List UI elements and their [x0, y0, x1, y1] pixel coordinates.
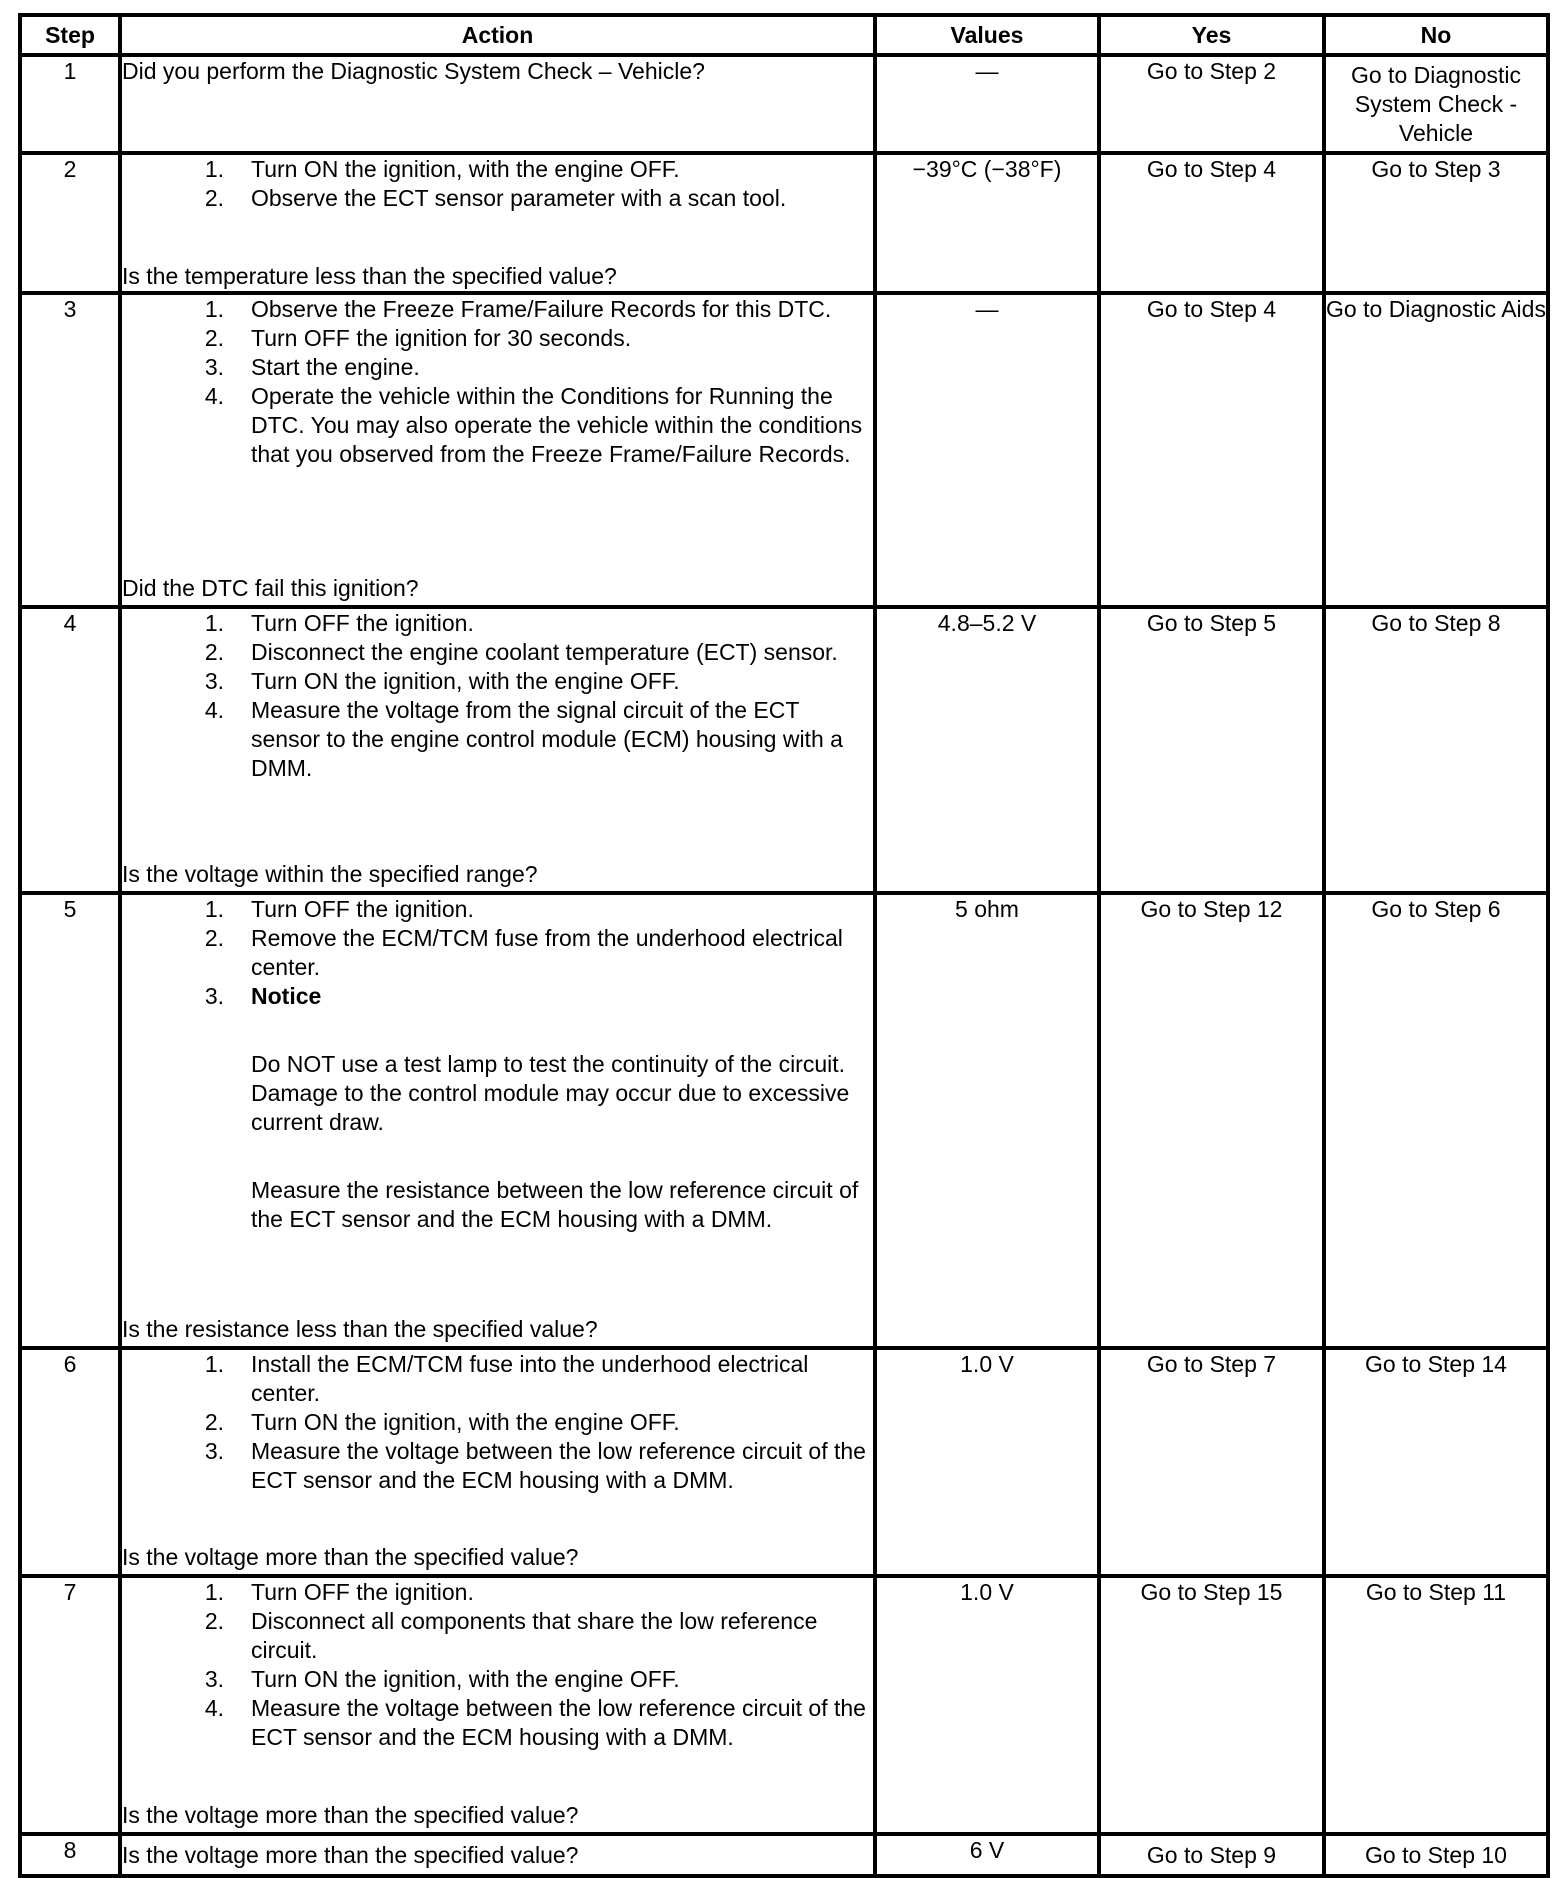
action-steps [122, 1578, 873, 1752]
value-cell: 6 V [875, 1834, 1099, 1876]
table-row [20, 607, 1548, 893]
no-cell: Go to Step 6 [1324, 893, 1548, 1348]
value-cell: — [875, 55, 1099, 153]
action-step-item: 1. Turn OFF the ignition. [204, 896, 474, 922]
action-step-item: 4. Measure the voltage from the signal circuit of the ECT sensor to the engine control module (ECM) housing with a DMM. [204, 697, 843, 781]
action-step-item: 3. Start the engine. [204, 354, 420, 380]
step-number: 3 [20, 293, 120, 607]
action-cell [120, 893, 875, 1348]
value-cell: 4.8–5.2 V [875, 607, 1099, 893]
action-question: Is the voltage more than the specified value? [122, 1544, 579, 1570]
yes-cell: Go to Step 4 [1099, 293, 1324, 607]
header-step: Step [20, 15, 120, 55]
yes-cell: Go to Step 2 [1099, 55, 1324, 153]
value-cell: 5 ohm [875, 893, 1099, 1348]
yes-cell: Go to Step 4 [1099, 153, 1324, 293]
value-cell: 1.0 V [875, 1348, 1099, 1576]
action-cell [120, 153, 875, 293]
header-yes: Yes [1099, 15, 1324, 55]
no-cell: Go to Diagnostic System Check - Vehicle [1324, 55, 1548, 153]
no-cell: Go to Step 10 [1324, 1834, 1548, 1876]
action-question: Is the voltage more than the specified value? [122, 1841, 579, 1868]
table-row [20, 1576, 1548, 1834]
action-steps [122, 609, 873, 783]
table-row [20, 293, 1548, 607]
action-step-item: 2. Disconnect the engine coolant temperature (ECT) sensor. [204, 639, 838, 665]
yes-cell: Go to Step 15 [1099, 1576, 1324, 1834]
action-step-item: 1. Install the ECM/TCM fuse into the underhood electrical center. [204, 1351, 809, 1406]
action-cell [120, 1576, 875, 1834]
action-cell [120, 1348, 875, 1576]
action-step-item: 3. Notice Do NOT use a test lamp to test the continuity of the circuit. Damage to the control module may occur due to excessive current draw. Measure the resistance between the low reference circuit of the ECT sensor and the ECM housing with a DMM. [122, 982, 873, 1234]
action-step-item: 1. Turn ON the ignition, with the engine OFF. [204, 156, 680, 182]
no-cell: Go to Diagnostic Aids [1324, 293, 1548, 607]
action-steps [122, 295, 873, 469]
no-cell: Go to Step 3 [1324, 153, 1548, 293]
notice-label: Notice [251, 983, 322, 1009]
header-no: No [1324, 15, 1548, 55]
header-action: Action [120, 15, 875, 55]
step-number: 8 [20, 1834, 120, 1876]
action-step-item: 3. Turn ON the ignition, with the engine OFF. [204, 1666, 680, 1692]
step-number: 2 [20, 153, 120, 293]
action-step-item: 1. Turn OFF the ignition. [204, 1579, 474, 1605]
action-step-item: 2. Remove the ECM/TCM fuse from the underhood electrical center. [204, 925, 843, 980]
yes-cell: Go to Step 12 [1099, 893, 1324, 1348]
step-number: 7 [20, 1576, 120, 1834]
header-values: Values [875, 15, 1099, 55]
action-question: Did you perform the Diagnostic System Check – Vehicle? [122, 58, 705, 84]
table-row [20, 893, 1548, 1348]
table-row [20, 1348, 1548, 1576]
step-number: 6 [20, 1348, 120, 1576]
action-cell [120, 607, 875, 893]
step-number: 4 [20, 607, 120, 893]
action-step-item: 4. Measure the voltage between the low reference circuit of the ECT sensor and the ECM housing with a DMM. [204, 1695, 866, 1750]
action-step-item: 1. Observe the Freeze Frame/Failure Records for this DTC. [204, 296, 832, 322]
action-question: Is the voltage more than the specified value? [122, 1802, 579, 1828]
no-cell: Go to Step 8 [1324, 607, 1548, 893]
action-step-item: 2. Observe the ECT sensor parameter with a scan tool. [204, 185, 787, 211]
yes-cell: Go to Step 9 [1099, 1834, 1324, 1876]
diagnostic-table [18, 13, 1550, 1878]
action-question: Is the temperature less than the specified value? [122, 263, 617, 289]
action-cell [120, 293, 875, 607]
table-row [20, 153, 1548, 293]
no-cell: Go to Step 11 [1324, 1576, 1548, 1834]
value-cell: 1.0 V [875, 1576, 1099, 1834]
action-question: Did the DTC fail this ignition? [122, 575, 419, 601]
action-question: Is the voltage within the specified range? [122, 861, 538, 887]
value-cell: −39°C (−38°F) [875, 153, 1099, 293]
action-question: Is the resistance less than the specified value? [122, 1316, 598, 1342]
table-row [20, 55, 1548, 153]
action-steps [122, 895, 873, 1234]
no-cell: Go to Step 14 [1324, 1348, 1548, 1576]
yes-cell: Go to Step 7 [1099, 1348, 1324, 1576]
action-step-item: 2. Turn OFF the ignition for 30 seconds. [204, 325, 632, 351]
action-step-item: 3. Turn ON the ignition, with the engine OFF. [204, 668, 680, 694]
action-step-item: 1. Turn OFF the ignition. [204, 610, 474, 636]
action-steps [122, 155, 873, 213]
yes-cell: Go to Step 5 [1099, 607, 1324, 893]
action-cell [120, 55, 875, 153]
action-step-item: 2. Turn ON the ignition, with the engine OFF. [204, 1409, 680, 1435]
action-steps [122, 1350, 873, 1495]
action-step-item: 4. Operate the vehicle within the Conditions for Running the DTC. You may also operate the vehicle within the conditions that you observed from the Freeze Frame/Failure Records. [204, 383, 863, 467]
measure-text: Measure the resistance between the low reference circuit of the ECT sensor and the ECM housing with a DMM. [251, 1177, 859, 1232]
action-step-item: 3. Measure the voltage between the low reference circuit of the ECT sensor and the ECM housing with a DMM. [204, 1438, 866, 1493]
value-cell: — [875, 293, 1099, 607]
notice-text: Do NOT use a test lamp to test the continuity of the circuit. Damage to the control module may occur due to excessive current draw. [251, 1051, 850, 1135]
table-header-row [20, 15, 1548, 55]
step-number: 5 [20, 893, 120, 1348]
action-step-item: 2. Disconnect all components that share the low reference circuit. [204, 1608, 818, 1663]
step-number: 1 [20, 55, 120, 153]
